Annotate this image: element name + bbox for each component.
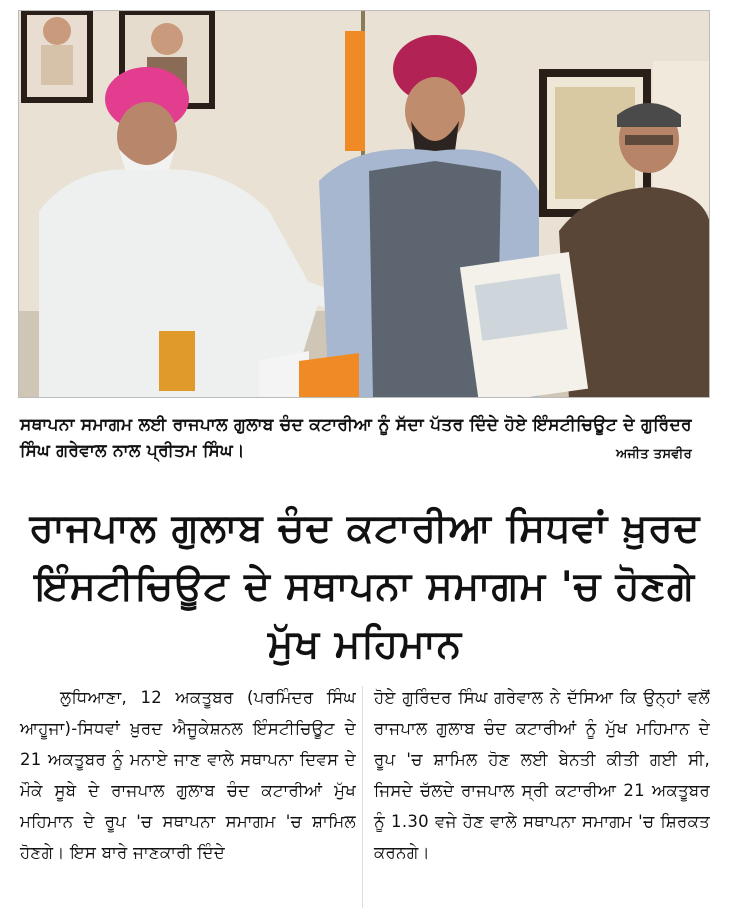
article-paragraph-1: ਲੁਧਿਆਣਾ, 12 ਅਕਤੂਬਰ (ਪਰਮਿੰਦਰ ਸਿੰਘ ਆਹੂਜਾ)-ਸਿਧਵਾਂ ਖ਼ੁਰਦ ਐਜੂਕੇਸ਼ਨਲ ਇੰਸਟੀਚਿਊਟ ਦੇ 21 ਅਕਤੂਬਰ ਨੂੰ ਮਨਾਏ ਜਾਣ ਵਾਲੇ ਸਥਾਪਨਾ ਦਿਵਸ ਦੇ ਮੌਕੇ ਸੂਬੇ ਦੇ ਰਾਜਪਾਲ ਗੁਲਾਬ ਚੰਦ ਕਟਾਰੀਆਂ ਮੁੱਖ ਮਹਿਮਾਨ ਦੇ ਰੂਪ 'ਚ ਸਥਾਪਨਾ ਸਮਾਗਮ 'ਚ ਸ਼ਾਮਿਲ ਹੋਣਗੇ। ਇਸ ਬਾਰੇ ਜਾਣਕਾਰੀ ਦਿੰਦੇ bbox=[20, 688, 356, 862]
article-column-1 bbox=[20, 682, 356, 912]
headline bbox=[14, 500, 716, 674]
photo-credit: ਅਜੀਤ ਤਸਵੀਰ bbox=[616, 447, 692, 462]
article-body bbox=[20, 682, 710, 912]
headline-line-1: ਰਾਜਪਾਲ ਗੁਲਾਬ ਚੰਦ ਕਟਾਰੀਆ ਸਿਧਵਾਂ ਖ਼ੁਰਦ bbox=[29, 506, 701, 551]
article-paragraph-2: ਹੋਏ ਗੁਰਿੰਦਰ ਸਿੰਘ ਗਰੇਵਾਲ ਨੇ ਦੱਸਿਆ ਕਿ ਉਨ੍ਹਾਂ ਵਲੋਂ ਰਾਜਪਾਲ ਗੁਲਾਬ ਚੰਦ ਕਟਾਰੀਆਂ ਨੂੰ ਮੁੱਖ ਮਹਿਮਾਨ ਦੇ ਰੂਪ 'ਚ ਸ਼ਾਮਿਲ ਹੋਣ ਲਈ ਬੇਨਤੀ ਕੀਤੀ ਗਈ ਸੀ, ਜਿਸਦੇ ਚੱਲਦੇ ਰਾਜਪਾਲ ਸ੍ਰੀ ਕਟਾਰੀਆ 21 ਅਕਤੂਬਰ ਨੂੰ 1.30 ਵਜੇ ਹੋਣ ਵਾਲੇ ਸਥਾਪਨਾ ਸਮਾਗਮ 'ਚ ਸ਼ਿਰਕਤ ਕਰਨਗੇ। bbox=[374, 688, 710, 862]
news-photo bbox=[18, 10, 710, 398]
photo-illustration bbox=[19, 11, 710, 398]
article-column-2 bbox=[374, 682, 710, 912]
caption-text: ਸਥਾਪਨਾ ਸਮਾਗਮ ਲਈ ਰਾਜਪਾਲ ਗੁਲਾਬ ਚੰਦ ਕਟਾਰੀਆ ਨੂੰ ਸੱਦਾ ਪੱਤਰ ਦਿੰਦੇ ਹੋਏ ਇੰਸਟੀਚਿਊਟ ਦੇ ਗੁਰਿੰਦਰ ਸਿੰਘ ਗਰੇਵਾਲ ਨਾਲ ਪ੍ਰੀਤਮ ਸਿੰਘ। bbox=[20, 415, 692, 461]
photo-caption bbox=[20, 412, 710, 464]
headline-line-2: ਇੰਸਟੀਚਿਊਟ ਦੇ ਸਥਾਪਨਾ ਸਮਾਗਮ 'ਚ ਹੋਣਗੇ ਮੁੱਖ ਮਹਿਮਾਨ bbox=[34, 564, 696, 667]
